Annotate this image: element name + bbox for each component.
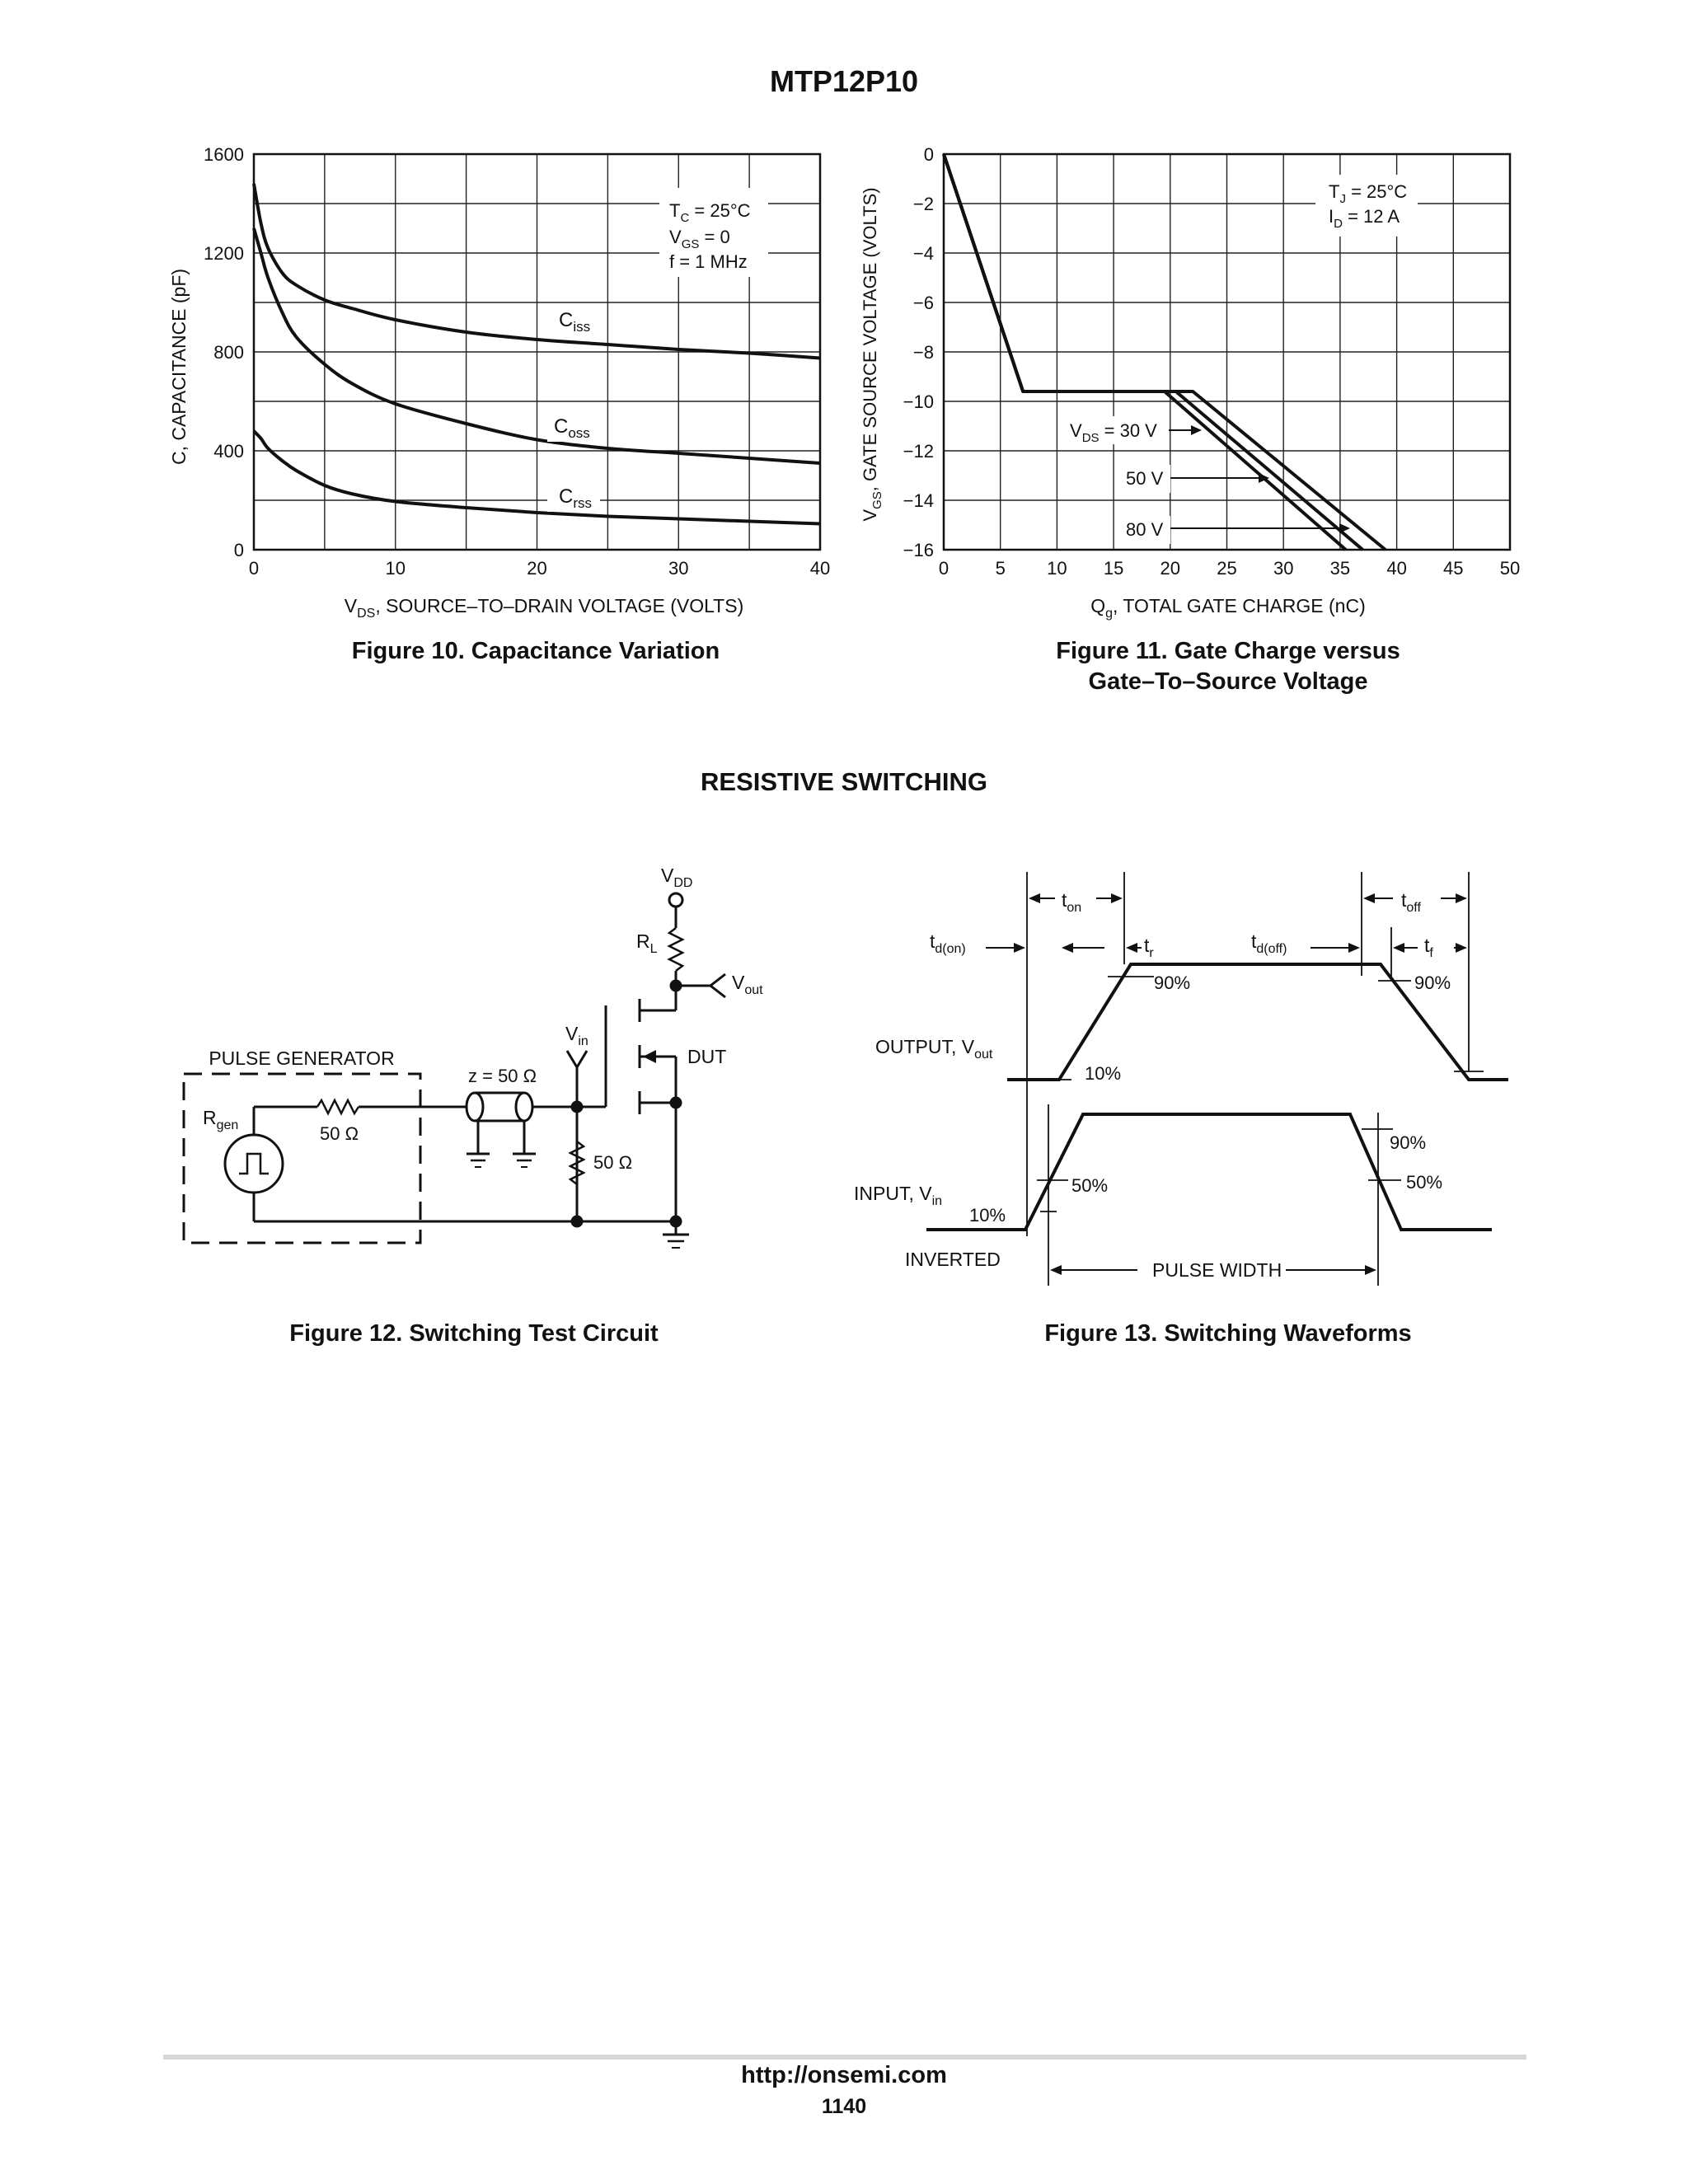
dut-label: DUT [687, 1046, 727, 1067]
x-tick-label: 20 [527, 558, 547, 579]
footer-divider [163, 2055, 1526, 2060]
fig11-label-vds30: $V_{DS} = 30$ V [1070, 420, 1157, 445]
y-tick-label: −14 [903, 490, 934, 511]
series-label-crss: $C_{rss}$ [559, 485, 593, 511]
y-tick-label: 0 [233, 540, 244, 560]
z50-label: z = 50 Ω [468, 1066, 537, 1086]
fig12-caption: Figure 12. Switching Test Circuit [289, 1320, 659, 1347]
r50-label-a: 50 Ω [320, 1123, 359, 1144]
y-tick-label: −12 [903, 441, 934, 462]
x-tick-label: 0 [248, 558, 260, 579]
fig10-cond-freq: f = 1 MHz [669, 251, 748, 272]
x-tick-label: 5 [995, 558, 1006, 579]
gate-charge-chart [849, 140, 1533, 626]
x-tick-label: 10 [1047, 558, 1067, 579]
output-label: OUTPUT, $V_{out}$ [875, 1036, 993, 1062]
output-90-percent-rise: 90% [1154, 972, 1191, 993]
tr-label: $t_r$ [1144, 935, 1154, 960]
x-tick-label: 50 [1499, 558, 1521, 579]
fig11-caption-line1: Figure 11. Gate Charge versus [1056, 638, 1400, 664]
tdon-label: $t_{d(on)}$ [930, 930, 966, 956]
vout-label: $V_{out}$ [732, 972, 763, 997]
y-tick-label: 800 [213, 342, 244, 363]
fig11-tick-labels [903, 144, 1521, 579]
r50-label-b: 50 Ω [593, 1152, 633, 1173]
y-tick-label: −16 [903, 540, 934, 560]
x-tick-label: 10 [385, 558, 406, 579]
y-tick-label: 1200 [204, 243, 244, 264]
x-tick-label: 25 [1217, 558, 1237, 579]
input-label: INPUT, $V_{in}$ [854, 1183, 943, 1208]
fig10-ylabel: C, CAPACITANCE (pF) [168, 268, 190, 466]
y-tick-label: −4 [912, 243, 934, 264]
fig11-cond-id: $I_D = 12$ A [1329, 206, 1400, 231]
output-90-percent-fall: 90% [1414, 972, 1451, 993]
y-tick-label: 1600 [204, 144, 244, 165]
x-tick-label: 20 [1160, 558, 1181, 579]
y-tick-label: 0 [923, 144, 934, 165]
fig11-xlabel: $Q_g$, TOTAL GATE CHARGE (nC) [1090, 595, 1366, 621]
input-90-percent: 90% [1390, 1132, 1427, 1153]
x-tick-label: 0 [938, 558, 950, 579]
rl-label: $R_L$ [636, 930, 658, 956]
y-tick-label: −6 [912, 293, 934, 313]
x-tick-label: 45 [1443, 558, 1464, 579]
x-tick-label: 40 [809, 558, 831, 579]
fig10-cond-tc: $T_C = 25^\circ C$ [669, 200, 751, 225]
pulse-width-label: PULSE WIDTH [1152, 1259, 1282, 1281]
section-title: RESISTIVE SWITCHING [701, 767, 987, 796]
x-tick-label: 15 [1103, 558, 1124, 579]
page-number: 1140 [821, 2095, 867, 2118]
pulse-generator-box [184, 1074, 420, 1243]
x-tick-label: 35 [1329, 558, 1351, 579]
rgen-label: $R_{gen}$ [203, 1107, 239, 1132]
resistor-50-ohm-series [317, 1100, 359, 1113]
tf-label: $t_f$ [1424, 935, 1433, 960]
pulse-generator-label: PULSE GENERATOR [209, 1047, 395, 1069]
input-50-percent-rise: 50% [1071, 1175, 1109, 1196]
page-title: MTP12P10 [769, 64, 919, 98]
ton-label: $t_{on}$ [1062, 889, 1082, 915]
toff-label: $t_{off}$ [1401, 889, 1421, 915]
x-tick-label: 30 [1273, 558, 1294, 579]
x-tick-label: 40 [1386, 558, 1407, 579]
vdd-terminal [669, 893, 682, 907]
fig11-label-80v: 80 V [1126, 519, 1164, 540]
capacitance-chart [157, 140, 857, 626]
switching-test-circuit [165, 849, 791, 1261]
series-label-coss: $C_{oss}$ [554, 415, 590, 441]
fig11-caption [989, 636, 1467, 697]
input-50-percent-fall: 50% [1406, 1172, 1443, 1193]
vin-label: $V_{in}$ [565, 1023, 588, 1048]
fig10-cond-vgs: $V_{GS} = 0$ [669, 227, 730, 251]
fig10-xlabel: $V_{DS}$, SOURCE–TO–DRAIN VOLTAGE (VOLTS) [344, 595, 744, 621]
fig11-label-50v: 50 V [1126, 468, 1164, 489]
switching-waveforms [841, 849, 1533, 1310]
vdd-label: $V_{DD}$ [661, 865, 693, 890]
inverted-label: INVERTED [905, 1249, 1001, 1270]
series-label-ciss: $C_{iss}$ [559, 309, 591, 335]
y-tick-label: −2 [912, 194, 934, 214]
y-tick-label: 400 [213, 441, 244, 462]
fig13-caption: Figure 13. Switching Waveforms [1044, 1320, 1412, 1347]
fig11-cond-tj: $T_J = 25^\circ C$ [1329, 181, 1408, 206]
y-tick-label: −10 [903, 391, 934, 412]
fig10-caption: Figure 10. Capacitance Variation [351, 638, 720, 664]
y-tick-label: −8 [912, 342, 934, 363]
pulse-source-symbol [225, 1135, 283, 1193]
x-tick-label: 30 [668, 558, 689, 579]
footer-url: http://onsemi.com [741, 2062, 947, 2088]
load-resistor-rl [669, 928, 682, 971]
coax-cable [467, 1093, 483, 1121]
input-10-percent: 10% [969, 1205, 1006, 1226]
fig11-caption-line2: Gate–To–Source Voltage [1088, 668, 1368, 695]
fig11-grid [944, 154, 1510, 550]
tdoff-label: $t_{d(off)}$ [1251, 930, 1287, 956]
fig11-ylabel: $V_{GS}$, GATE SOURCE VOLTAGE (VOLTS) [860, 187, 884, 522]
output-10-percent: 10% [1085, 1063, 1122, 1084]
